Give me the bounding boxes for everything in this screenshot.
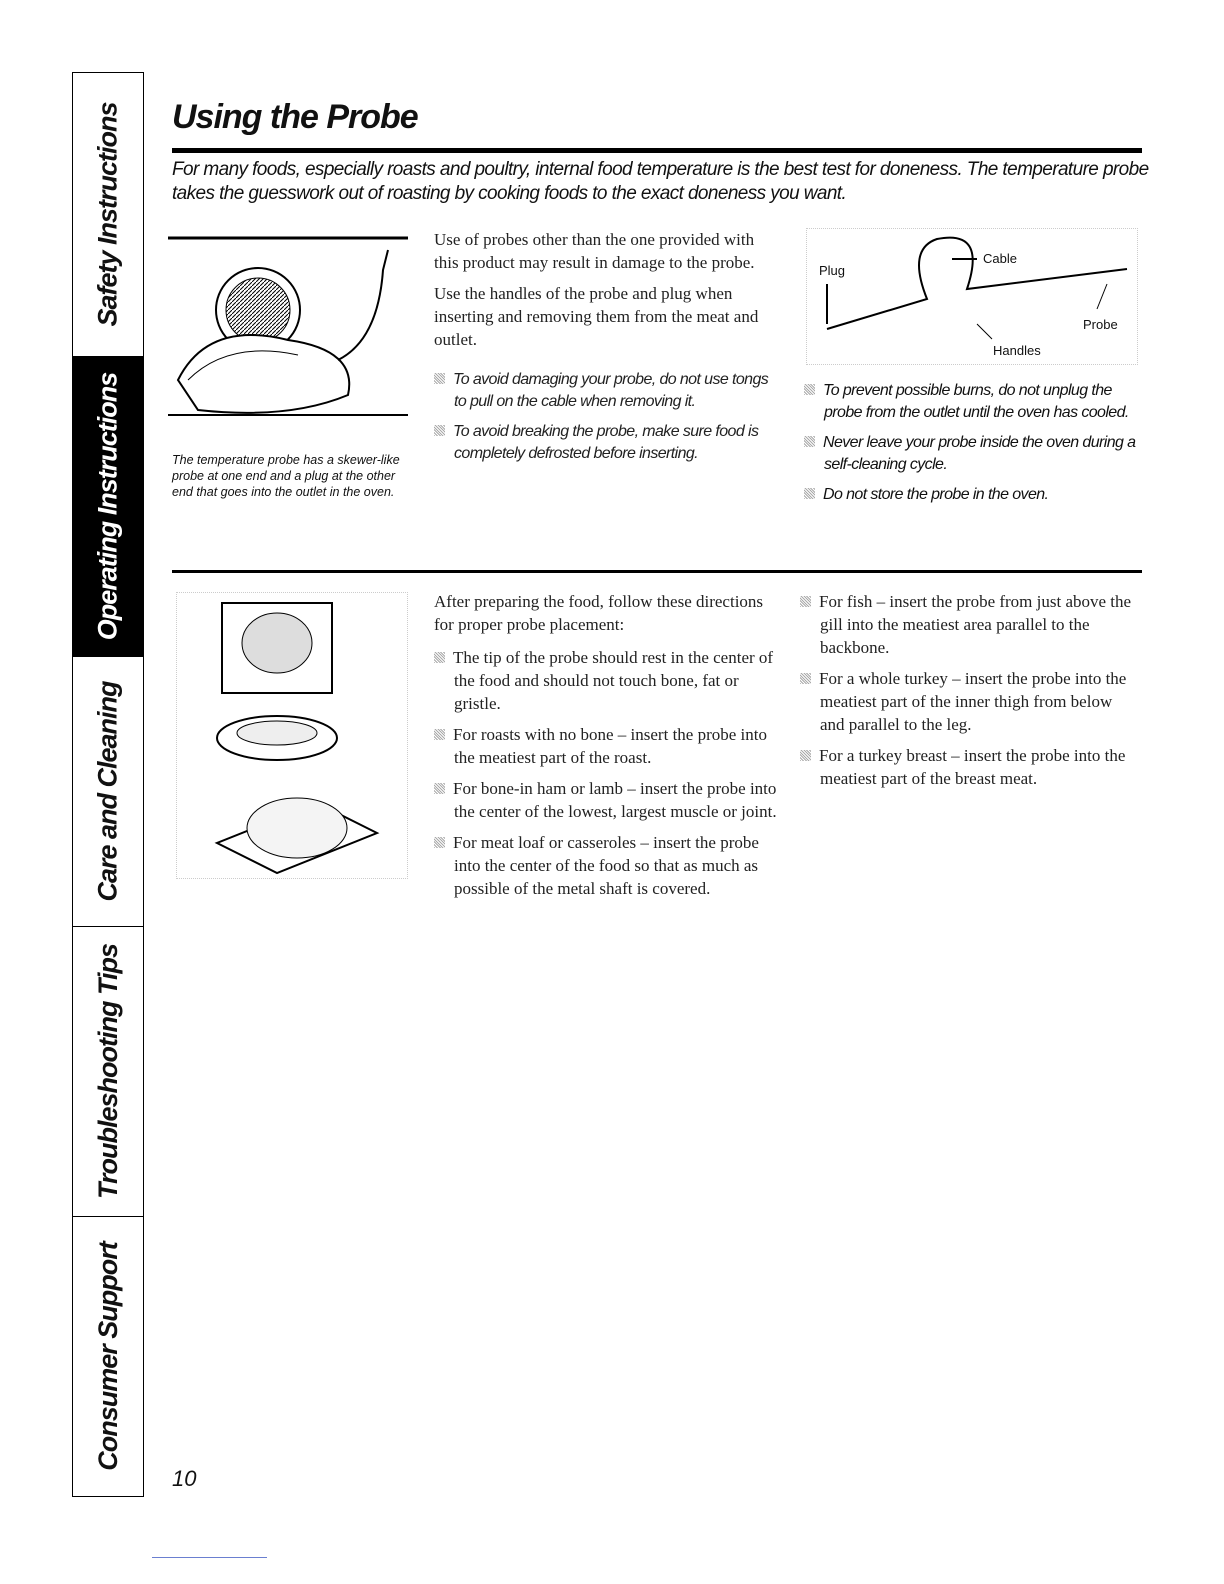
bullet-text: Do not store the probe in the oven. xyxy=(823,486,1049,503)
bullet-item xyxy=(434,723,779,769)
bullet-icon xyxy=(804,436,815,447)
bullet-text: For meat loaf or casseroles – insert the probe into the center of the food so that as much as possible of the metal shaft is covered. xyxy=(453,833,759,898)
tab-safety-instructions[interactable] xyxy=(73,73,143,357)
bullet-text: To prevent possible burns, do not unplug the probe from the outlet until the oven has cooled. xyxy=(823,382,1129,421)
bullet-text: For bone-in ham or lamb – insert the probe into the center of the lowest, largest muscle or joint. xyxy=(453,779,777,821)
bullet-icon xyxy=(434,729,445,740)
probe-caption: The temperature probe has a skewer-like probe at one end and a plug at the other end that goes into the outlet in the oven. xyxy=(172,453,400,499)
bullet-text: To avoid damaging your probe, do not use tongs to pull on the cable when removing it. xyxy=(453,371,769,410)
bullet-icon xyxy=(804,488,815,499)
paragraph: Use the handles of the probe and plug when inserting and removing them from the meat and outlet. xyxy=(434,284,759,349)
tab-label: Safety Instructions xyxy=(92,102,123,327)
paragraph: Use of probes other than the one provided with this product may result in damage to the probe. xyxy=(434,230,755,272)
page-number: 10 xyxy=(172,1466,197,1491)
roast-probe-illustration xyxy=(168,230,408,430)
bullet-icon xyxy=(800,596,811,607)
bullet-icon xyxy=(800,673,811,684)
bullet-icon xyxy=(434,652,445,663)
bullet-item xyxy=(800,590,1140,659)
title-rule xyxy=(172,148,1142,153)
bullet-item xyxy=(434,831,779,900)
bullet-item xyxy=(434,777,779,823)
bullet-icon xyxy=(804,384,815,395)
section2-col2 xyxy=(800,590,1140,798)
bullet-item xyxy=(800,744,1140,790)
food-placement-illustration xyxy=(176,592,408,879)
tab-label: Operating Instructions xyxy=(92,372,123,641)
bullet-item xyxy=(804,380,1144,424)
probe-diagram xyxy=(806,228,1138,365)
bullet-text: The tip of the probe should rest in the center of the food and should not touch bone, fat or gristle. xyxy=(453,648,774,713)
bullet-text: For roasts with no bone – insert the probe into the meatiest part of the roast. xyxy=(453,725,767,767)
tab-troubleshooting-tips[interactable] xyxy=(73,927,143,1217)
bullet-text: For a turkey breast – insert the probe into the meatiest part of the breast meat. xyxy=(819,746,1126,788)
bullet-text: For fish – insert the probe from just above the gill into the meatiest area parallel to the backbone. xyxy=(819,592,1132,657)
tab-label: Care and Cleaning xyxy=(92,681,123,902)
footer-line xyxy=(152,1557,267,1558)
probe-label: Probe xyxy=(1083,317,1118,332)
bullet-icon xyxy=(434,783,445,794)
tab-label: Consumer Support xyxy=(92,1242,123,1471)
plug-label: Plug xyxy=(819,263,846,278)
bullet-item xyxy=(434,646,779,715)
tab-consumer-support[interactable] xyxy=(73,1217,143,1496)
paragraph: After preparing the food, follow these directions for proper probe placement: xyxy=(434,592,764,634)
bullet-text: To avoid breaking the probe, make sure food is completely defrosted before inserting. xyxy=(453,423,759,462)
tab-label: Troubleshooting Tips xyxy=(92,944,123,1199)
bullet-icon xyxy=(800,750,811,761)
section1-col1 xyxy=(434,228,774,473)
section1-col2 xyxy=(804,380,1144,514)
bullet-item xyxy=(804,484,1144,506)
cable-label: Cable xyxy=(983,251,1017,266)
section-divider xyxy=(172,570,1142,573)
bullet-item xyxy=(800,667,1140,736)
bullet-text: Never leave your probe inside the oven during a self-cleaning cycle. xyxy=(823,434,1136,473)
handles-label: Handles xyxy=(993,343,1041,358)
bullet-icon xyxy=(434,373,445,384)
bullet-item xyxy=(434,421,774,465)
intro-text: For many foods, especially roasts and poultry, internal food temperature is the best test for doneness. The temperature probe takes the guesswork out of roasting by cooking foods to the exact doneness you want. xyxy=(172,159,1149,204)
bullet-item xyxy=(804,432,1144,476)
bullet-item xyxy=(434,369,774,413)
section2-col1 xyxy=(434,590,779,908)
bullet-icon xyxy=(434,837,445,848)
page-title: Using the Probe xyxy=(172,98,418,136)
tab-care-and-cleaning[interactable] xyxy=(73,657,143,927)
bullet-text: For a whole turkey – insert the probe into the meatiest part of the inner thigh from below and parallel to the leg. xyxy=(819,669,1127,734)
tab-operating-instructions[interactable] xyxy=(73,357,143,657)
bullet-icon xyxy=(434,425,445,436)
section-tabs xyxy=(72,72,144,1497)
